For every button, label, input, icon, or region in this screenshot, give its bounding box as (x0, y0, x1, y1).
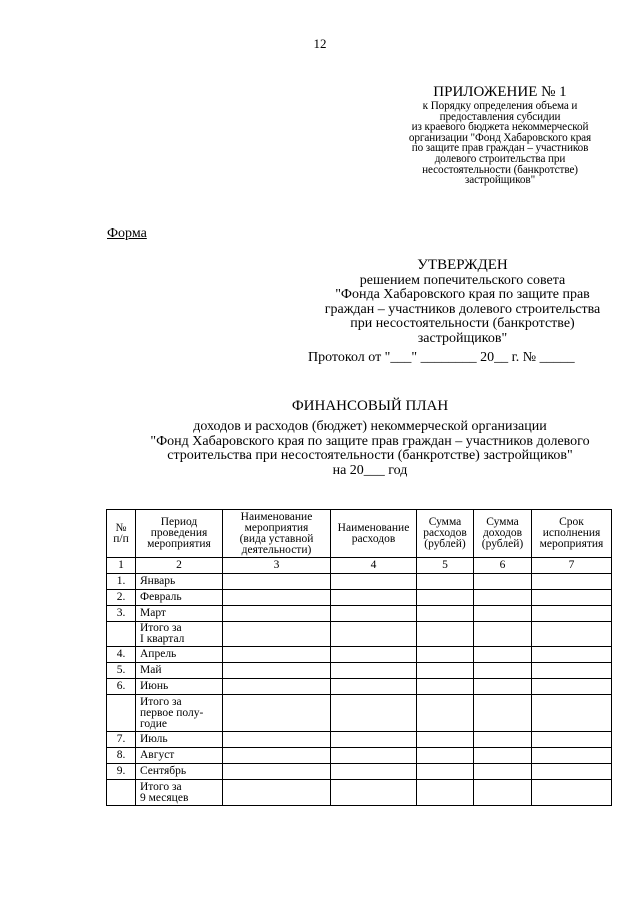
table-header-row (107, 510, 612, 558)
empty-cell (474, 732, 532, 748)
approved-line: "Фонда Хабаровского края по защите прав (335, 287, 590, 303)
row-number: 3. (107, 606, 136, 622)
empty-cell (474, 695, 532, 732)
column-number: 3 (223, 558, 331, 574)
appendix-line: из краевого бюджета некоммерческой (411, 121, 589, 134)
empty-cell (532, 590, 612, 606)
row-period: Февраль (136, 590, 223, 606)
empty-cell (532, 780, 612, 806)
row-period: Май (136, 663, 223, 679)
empty-cell (532, 574, 612, 590)
empty-cell (223, 663, 331, 679)
empty-cell (417, 764, 474, 780)
empty-cell (474, 679, 532, 695)
empty-cell (474, 590, 532, 606)
empty-cell (331, 647, 417, 663)
row-period: Июль (136, 732, 223, 748)
empty-cell (331, 764, 417, 780)
column-header: Сумма расходов (рублей) (417, 510, 474, 558)
table-row (107, 574, 612, 590)
empty-cell (223, 748, 331, 764)
empty-cell (223, 679, 331, 695)
empty-cell (331, 748, 417, 764)
row-number (107, 780, 136, 806)
table-row (107, 647, 612, 663)
row-period: Март (136, 606, 223, 622)
table-row (107, 679, 612, 695)
empty-cell (223, 622, 331, 647)
appendix-line: по защите прав граждан – участников (411, 142, 589, 155)
empty-cell (331, 695, 417, 732)
column-header: Сумма доходов (рублей) (474, 510, 532, 558)
empty-cell (223, 695, 331, 732)
row-number: 7. (107, 732, 136, 748)
row-period: Январь (136, 574, 223, 590)
table-row-subtotal (107, 695, 612, 732)
column-number: 4 (331, 558, 417, 574)
column-number: 6 (474, 558, 532, 574)
table-row (107, 606, 612, 622)
row-number: 6. (107, 679, 136, 695)
plan-subtitle-line: доходов и расходов (бюджет) некоммерческой организации (193, 419, 547, 434)
empty-cell (417, 606, 474, 622)
approved-line: граждан – участников долевого строительства (324, 301, 601, 317)
empty-cell (417, 679, 474, 695)
empty-cell (331, 663, 417, 679)
row-number: 2. (107, 590, 136, 606)
page-number: 12 (313, 36, 327, 51)
financial-plan-table (106, 509, 612, 806)
empty-cell (532, 764, 612, 780)
column-number-row (107, 558, 612, 574)
appendix-line: к Порядку определения объема и (422, 100, 578, 112)
row-number (107, 695, 136, 732)
table-row (107, 764, 612, 780)
protocol-line: Протокол от "___" ________ 20__ г. № _____ (308, 350, 575, 365)
approved-line: при несостоятельности (банкротстве) (350, 316, 575, 332)
plan-year-line: на 20___ год (332, 462, 408, 478)
table-row (107, 663, 612, 679)
empty-cell (331, 574, 417, 590)
row-number: 8. (107, 748, 136, 764)
row-period: Итого за I квартал (136, 622, 223, 647)
appendix-line: долевого строительства при (434, 152, 566, 165)
empty-cell (532, 606, 612, 622)
column-number: 2 (136, 558, 223, 574)
empty-cell (223, 780, 331, 806)
empty-cell (474, 764, 532, 780)
row-number: 5. (107, 663, 136, 679)
empty-cell (331, 780, 417, 806)
empty-cell (474, 748, 532, 764)
row-number (107, 622, 136, 647)
approved-line: застройщиков" (417, 330, 508, 346)
row-period: Итого за 9 месяцев (136, 780, 223, 806)
row-period: Апрель (136, 647, 223, 663)
empty-cell (532, 663, 612, 679)
table-row-subtotal (107, 622, 612, 647)
appendix-line: несостоятельности (банкротстве) (422, 163, 578, 176)
empty-cell (223, 590, 331, 606)
empty-cell (417, 748, 474, 764)
empty-cell (331, 732, 417, 748)
column-number: 7 (532, 558, 612, 574)
empty-cell (331, 606, 417, 622)
empty-cell (417, 574, 474, 590)
row-number: 1. (107, 574, 136, 590)
approved-line: решением попечительского совета (359, 273, 566, 288)
row-number: 4. (107, 647, 136, 663)
appendix-title: ПРИЛОЖЕНИЕ № 1 (433, 84, 567, 100)
empty-cell (331, 679, 417, 695)
form-label: Форма (107, 226, 147, 241)
empty-cell (474, 606, 532, 622)
appendix-line: предоставления субсидии (439, 110, 561, 123)
empty-cell (417, 780, 474, 806)
table-row (107, 732, 612, 748)
plan-subtitle-line: строительства при несостоятельности (банкротстве) застройщиков" (167, 448, 573, 464)
column-header: Наименование мероприятия (вида уставной деятельности) (223, 510, 331, 558)
row-period: Итого за первое полу- годие (136, 695, 223, 732)
empty-cell (474, 663, 532, 679)
empty-cell (417, 695, 474, 732)
empty-cell (532, 647, 612, 663)
empty-cell (532, 679, 612, 695)
empty-cell (474, 622, 532, 647)
row-period: Август (136, 748, 223, 764)
plan-subtitle (0, 420, 640, 478)
table-row-subtotal (107, 780, 612, 806)
appendix-header (380, 84, 620, 186)
row-number: 9. (107, 764, 136, 780)
column-header: Наименование расходов (331, 510, 417, 558)
table-row (107, 748, 612, 764)
empty-cell (417, 663, 474, 679)
empty-cell (223, 732, 331, 748)
empty-cell (223, 574, 331, 590)
column-header: № п/п (107, 510, 136, 558)
empty-cell (532, 748, 612, 764)
empty-cell (474, 574, 532, 590)
empty-cell (532, 695, 612, 732)
column-header: Период проведения мероприятия (136, 510, 223, 558)
empty-cell (417, 622, 474, 647)
empty-cell (223, 647, 331, 663)
table-row (107, 590, 612, 606)
approval-stamp-block (300, 256, 625, 346)
appendix-line: организации "Фонд Хабаровского края (408, 131, 592, 144)
empty-cell (532, 732, 612, 748)
empty-cell (417, 647, 474, 663)
empty-cell (474, 647, 532, 663)
approved-title: УТВЕРЖДЕН (417, 257, 508, 273)
plan-title: ФИНАНСОВЫЙ ПЛАН (291, 398, 449, 414)
empty-cell (474, 780, 532, 806)
appendix-line: застройщиков" (464, 174, 536, 187)
column-number: 5 (417, 558, 474, 574)
row-period: Июнь (136, 679, 223, 695)
plan-subtitle-line: "Фонд Хабаровского края по защите прав граждан – участников долевого (150, 433, 590, 449)
empty-cell (223, 764, 331, 780)
column-number: 1 (107, 558, 136, 574)
empty-cell (417, 590, 474, 606)
empty-cell (223, 606, 331, 622)
empty-cell (532, 622, 612, 647)
column-header: Срок исполнения мероприятия (532, 510, 612, 558)
row-period: Сентябрь (136, 764, 223, 780)
empty-cell (417, 732, 474, 748)
empty-cell (331, 590, 417, 606)
empty-cell (331, 622, 417, 647)
